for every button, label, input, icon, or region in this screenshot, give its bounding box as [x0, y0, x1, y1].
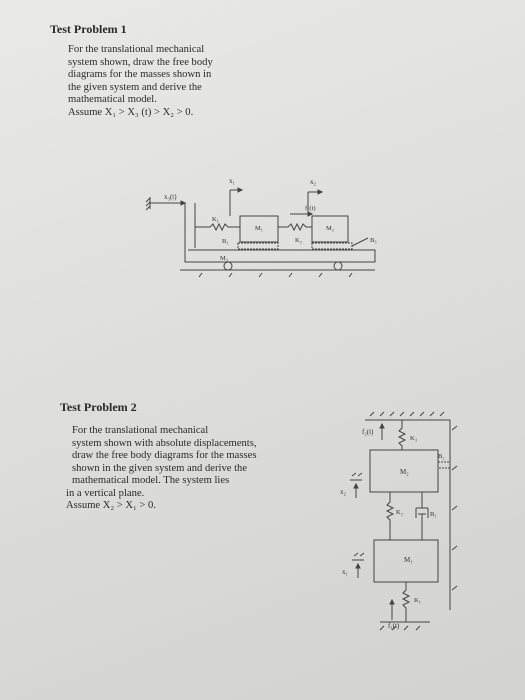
- x1-label: x₁: [342, 568, 348, 576]
- ground-hatch: [380, 626, 420, 630]
- b2-label: B₂: [438, 453, 445, 460]
- problem2-line: Assume X₂ > X₁ > 0.: [66, 500, 156, 511]
- spring-k1: [403, 582, 409, 622]
- problem1-line: Assume X₁ > X₃ (t) > X₂ > 0.: [68, 106, 194, 118]
- problem1-line: For the translational mechanical: [68, 44, 205, 55]
- spring-k2: [278, 224, 312, 230]
- x2-label: x₂: [310, 178, 316, 186]
- problem2-line: system shown with absolute displacements,: [72, 437, 257, 449]
- problem1-line: diagrams for the masses shown in: [68, 69, 212, 80]
- problem2-figure: [330, 410, 470, 640]
- problem2-line: For the translational mechanical: [72, 425, 209, 436]
- problem2-title: Test Problem 2: [60, 400, 137, 414]
- x1-label: x₁: [229, 177, 235, 185]
- ground-hatch: [199, 273, 352, 277]
- damper-b3: [352, 238, 368, 246]
- wheel-left: [224, 262, 232, 270]
- m2-label: M₂: [400, 468, 409, 476]
- problem2-line: shown in the given system and derive the: [72, 462, 248, 474]
- damper-b2: [438, 462, 450, 468]
- k1-label: K₁: [212, 216, 219, 223]
- ceiling-hatch: [370, 412, 444, 416]
- input-wall-hatch: [146, 198, 150, 210]
- right-wall-hatch: [452, 426, 457, 590]
- b1-label: B₁: [222, 238, 229, 245]
- damper-b3-band: [312, 243, 352, 249]
- damper-b1: [238, 243, 278, 249]
- k3-label: K₃: [410, 435, 417, 442]
- m1-label: M₁: [255, 225, 264, 232]
- b1-label: B₁: [430, 511, 437, 518]
- k1-label: K₁: [414, 597, 421, 604]
- problem1-figure: [140, 170, 385, 285]
- f1-label: f₁(t): [388, 622, 400, 630]
- m2-label: M₂: [326, 225, 335, 232]
- spring-k1: [195, 224, 240, 230]
- problem1-statement: [68, 44, 213, 119]
- force-label: f₁(t): [305, 205, 316, 212]
- spring-k3: [399, 420, 405, 450]
- x2-label: x₂: [340, 488, 346, 496]
- problem2-statement: [66, 425, 257, 513]
- input-label: x₃(t): [164, 193, 177, 201]
- problem2-line: draw the free body diagrams for the masses: [72, 450, 257, 461]
- problem1-line: the given system and derive the: [68, 81, 202, 93]
- problem2-line: in a vertical plane.: [66, 487, 145, 499]
- m1-label: M₁: [404, 556, 413, 564]
- cart-m3: [185, 203, 375, 262]
- m3-label: M₃: [220, 255, 229, 262]
- wheel-right: [334, 262, 342, 270]
- spring-k2: [387, 492, 393, 540]
- problem1-line: system shown, draw the free body: [68, 56, 213, 68]
- problem2-line: mathematical model. The system lies: [72, 475, 230, 486]
- b3-label: B₃: [370, 237, 377, 244]
- f2-label: f₂(t): [362, 428, 374, 436]
- problem1-line: mathematical model.: [68, 94, 157, 105]
- k2-label: K₂: [396, 509, 403, 516]
- problem1-title: Test Problem 1: [50, 22, 127, 36]
- k2-label: K₂: [295, 237, 302, 244]
- damper-b1: [416, 492, 428, 540]
